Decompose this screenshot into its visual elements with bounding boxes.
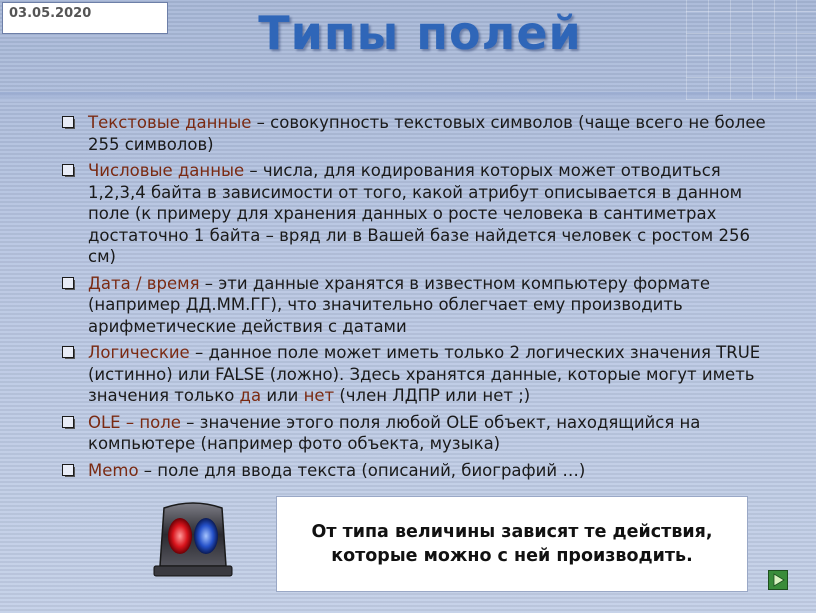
next-slide-button[interactable] (768, 570, 788, 590)
field-type-description: – совокупность текстовых символов (чаще всего не более 255 символов) (88, 113, 766, 154)
decorative-grid (686, 0, 816, 100)
field-type-description: – числа, для кодирования которых может отводиться 1,2,3,4 байта в зависимости от того, какой атрибут описывается в данном поле (к примеру для хранения данных о росте человека в сантиметрах достаточно 1 байта – вряд ли в Вашей базе найдется человек с ростом 256 см) (88, 161, 750, 266)
field-type-term: да (239, 386, 262, 405)
list-item (62, 460, 778, 482)
field-type-term: Текстовые данные (88, 113, 252, 132)
checkbox-bullet-icon (62, 464, 74, 476)
checkbox-bullet-icon (62, 164, 74, 176)
field-type-description: – значение этого поля любой OLE объект, находящийся на компьютере (например фото объекта, музыка) (88, 412, 701, 453)
field-type-term: Memo (88, 460, 139, 480)
slide-date: 03.05.2020 (9, 6, 92, 21)
field-type-term: нет (303, 386, 335, 405)
checkbox-bullet-icon (62, 116, 74, 128)
checkbox-bullet-icon (62, 277, 74, 289)
field-type-term: Логические (88, 343, 190, 362)
police-siren-icon (150, 496, 236, 582)
note-text: От типа величины зависят те действия, которые можно с ней производить. (311, 522, 713, 566)
field-type-term: Дата / время (88, 273, 200, 293)
field-type-term: Числовые данные (88, 161, 245, 180)
slide-title: Типы полей (258, 6, 582, 60)
next-arrow-icon (769, 571, 787, 589)
field-types-list-container (62, 112, 778, 486)
list-item (62, 160, 778, 268)
field-type-description: (член ЛДПР или нет ;) (334, 386, 531, 405)
field-type-description: – эти данные хранятся в известном компьютеру формате (например ДД.ММ.ГГ), что значительно облегчает ему производить арифметические действия с датами (88, 273, 711, 336)
checkbox-bullet-icon (62, 346, 74, 358)
list-item (62, 112, 778, 155)
list-item (62, 273, 778, 338)
field-type-description: или (261, 386, 304, 405)
list-item (62, 342, 778, 407)
checkbox-bullet-icon (62, 416, 74, 428)
date-box (2, 2, 168, 34)
list-item (62, 412, 778, 455)
field-type-description: – данное поле может иметь только 2 логических значения TRUE (истинно) или FALSE (ложно). Здесь хранятся данные, которые могут иметь значения только (88, 343, 761, 405)
field-type-description: – поле для ввода текста (описаний, биографий …) (138, 460, 586, 480)
field-type-term: OLE – поле (88, 412, 181, 432)
note-box (276, 496, 748, 592)
field-types-list (62, 112, 778, 481)
